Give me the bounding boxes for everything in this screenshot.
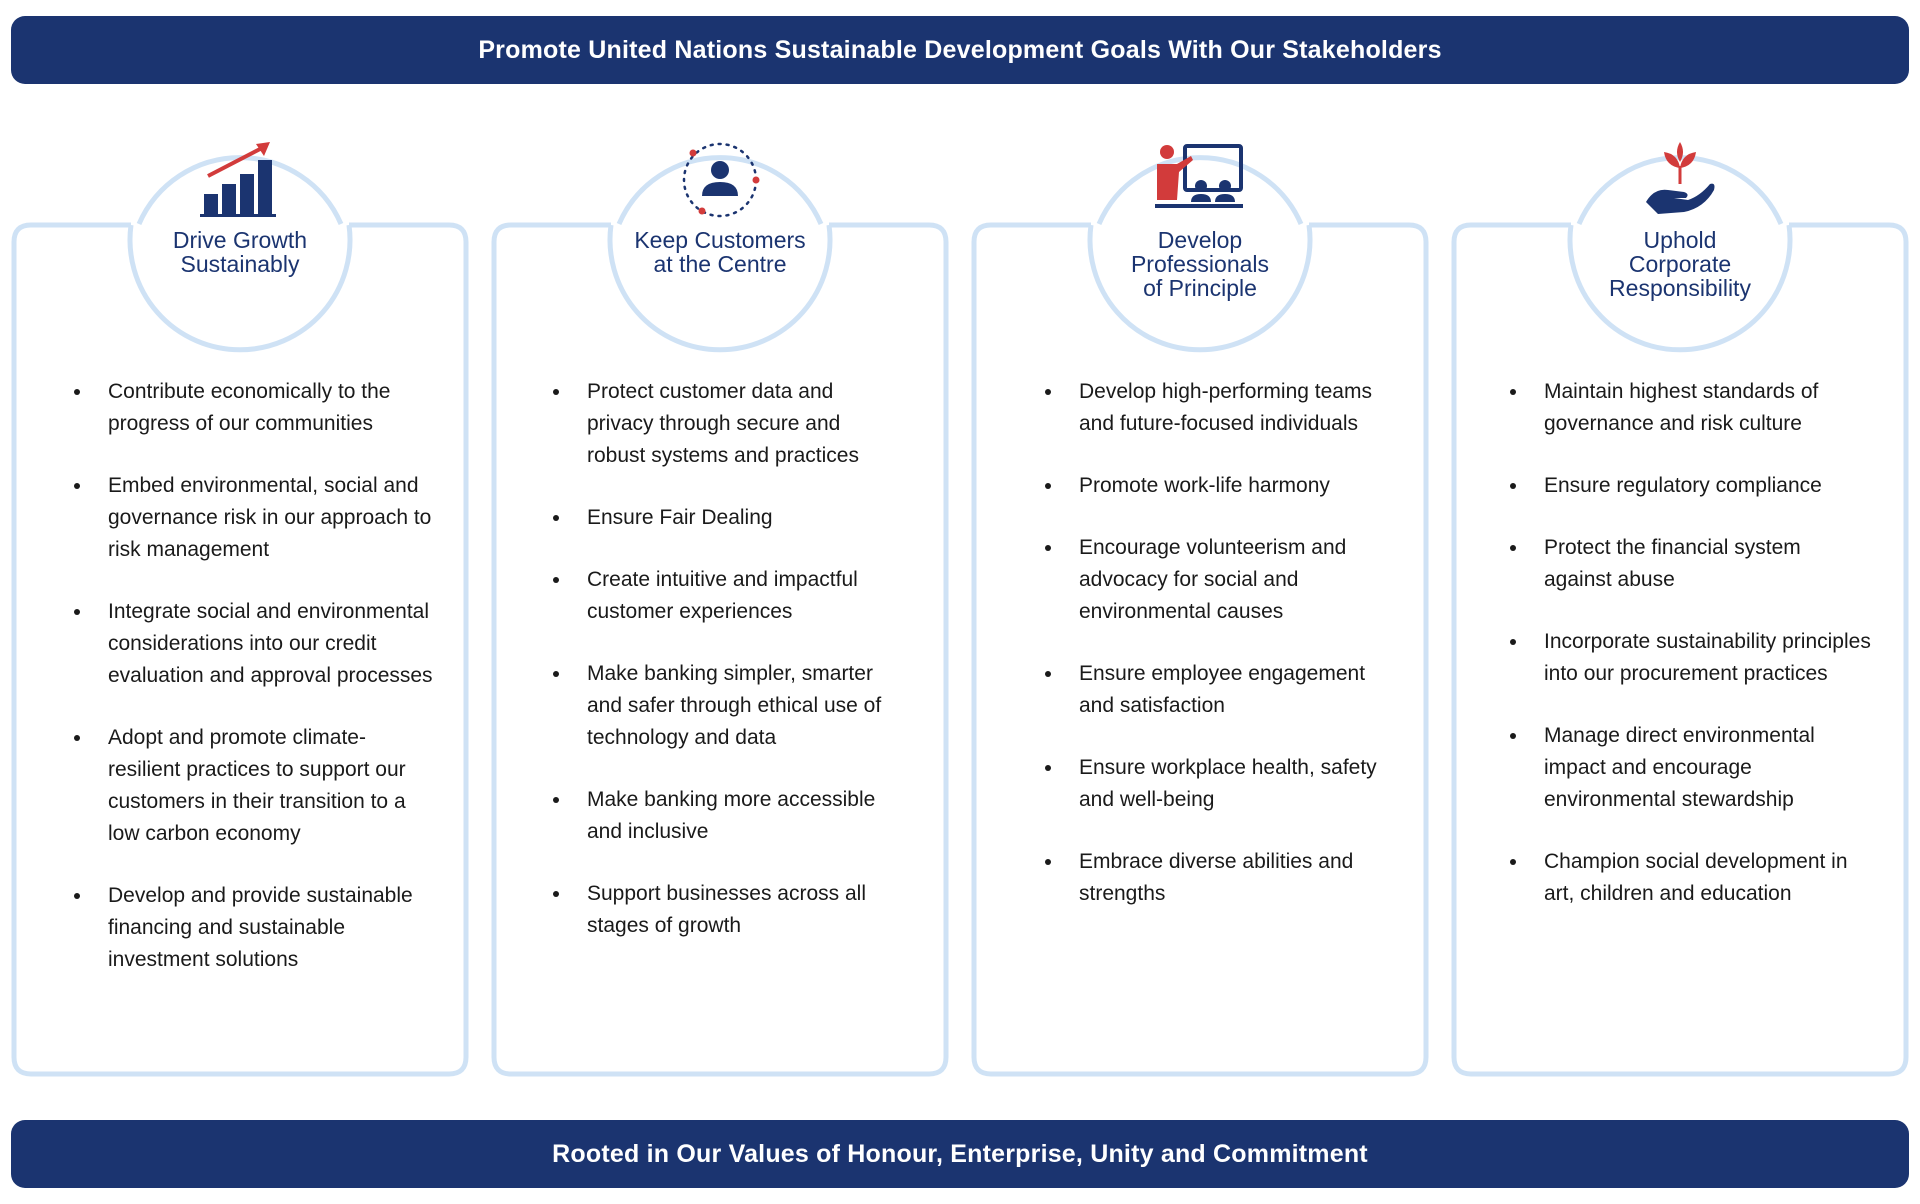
header-banner	[11, 16, 1909, 84]
pillar-title: Uphold Corporate Responsibility	[1609, 227, 1751, 301]
list-item: Ensure Fair Dealing	[587, 502, 899, 534]
list-item: Make banking more accessible and inclusive	[587, 784, 899, 848]
footer-banner	[11, 1120, 1909, 1188]
pillar-card-drive-growth	[11, 222, 469, 1077]
list-item: Contribute economically to the progress of our communities	[108, 376, 438, 440]
pillar-title: Keep Customers at the Centre	[634, 227, 806, 277]
pillar-card-develop-professionals	[971, 222, 1429, 1077]
list-item: Incorporate sustainability principles into our procurement practices	[1544, 626, 1874, 690]
presentation-icon	[971, 140, 1429, 220]
list-item: Maintain highest standards of governance and risk culture	[1544, 376, 1874, 440]
list-item: Adopt and promote climate-resilient practices to support our customers in their transition to a low carbon economy	[108, 722, 438, 850]
pillar-list	[587, 376, 899, 972]
pillar-list	[108, 376, 438, 1006]
list-item: Develop high-performing teams and future-focused individuals	[1079, 376, 1379, 440]
list-item: Champion social development in art, children and education	[1544, 846, 1874, 910]
pillar-title: Drive Growth Sustainably	[172, 227, 308, 277]
list-item: Protect customer data and privacy through secure and robust systems and practices	[587, 376, 899, 472]
list-item: Encourage volunteerism and advocacy for social and environmental causes	[1079, 532, 1379, 628]
growth-chart-icon	[11, 140, 469, 220]
pillar-title: Develop Professionals of Principle	[1130, 227, 1270, 301]
footer-title: Rooted in Our Values of Honour, Enterprise, Unity and Commitment	[552, 1139, 1368, 1168]
list-item: Support businesses across all stages of growth	[587, 878, 899, 942]
list-item: Create intuitive and impactful customer experiences	[587, 564, 899, 628]
list-item: Develop and provide sustainable financing and sustainable investment solutions	[108, 880, 438, 976]
list-item: Manage direct environmental impact and encourage environmental stewardship	[1544, 720, 1874, 816]
list-item: Promote work-life harmony	[1079, 470, 1379, 502]
header-title: Promote United Nations Sustainable Development Goals With Our Stakeholders	[478, 35, 1442, 64]
customer-centre-icon	[491, 140, 949, 220]
list-item: Ensure employee engagement and satisfaction	[1079, 658, 1379, 722]
hand-plant-icon	[1451, 140, 1909, 220]
pillar-list	[1544, 376, 1874, 940]
list-item: Ensure regulatory compliance	[1544, 470, 1874, 502]
list-item: Make banking simpler, smarter and safer through ethical use of technology and data	[587, 658, 899, 754]
list-item: Integrate social and environmental considerations into our credit evaluation and approval processes	[108, 596, 438, 692]
pillar-card-keep-customers	[491, 222, 949, 1077]
pillar-card-uphold-responsibility	[1451, 222, 1909, 1077]
list-item: Protect the financial system against abuse	[1544, 532, 1874, 596]
pillar-list	[1079, 376, 1379, 940]
list-item: Embed environmental, social and governance risk in our approach to risk management	[108, 470, 438, 566]
list-item: Embrace diverse abilities and strengths	[1079, 846, 1379, 910]
list-item: Ensure workplace health, safety and well-being	[1079, 752, 1379, 816]
